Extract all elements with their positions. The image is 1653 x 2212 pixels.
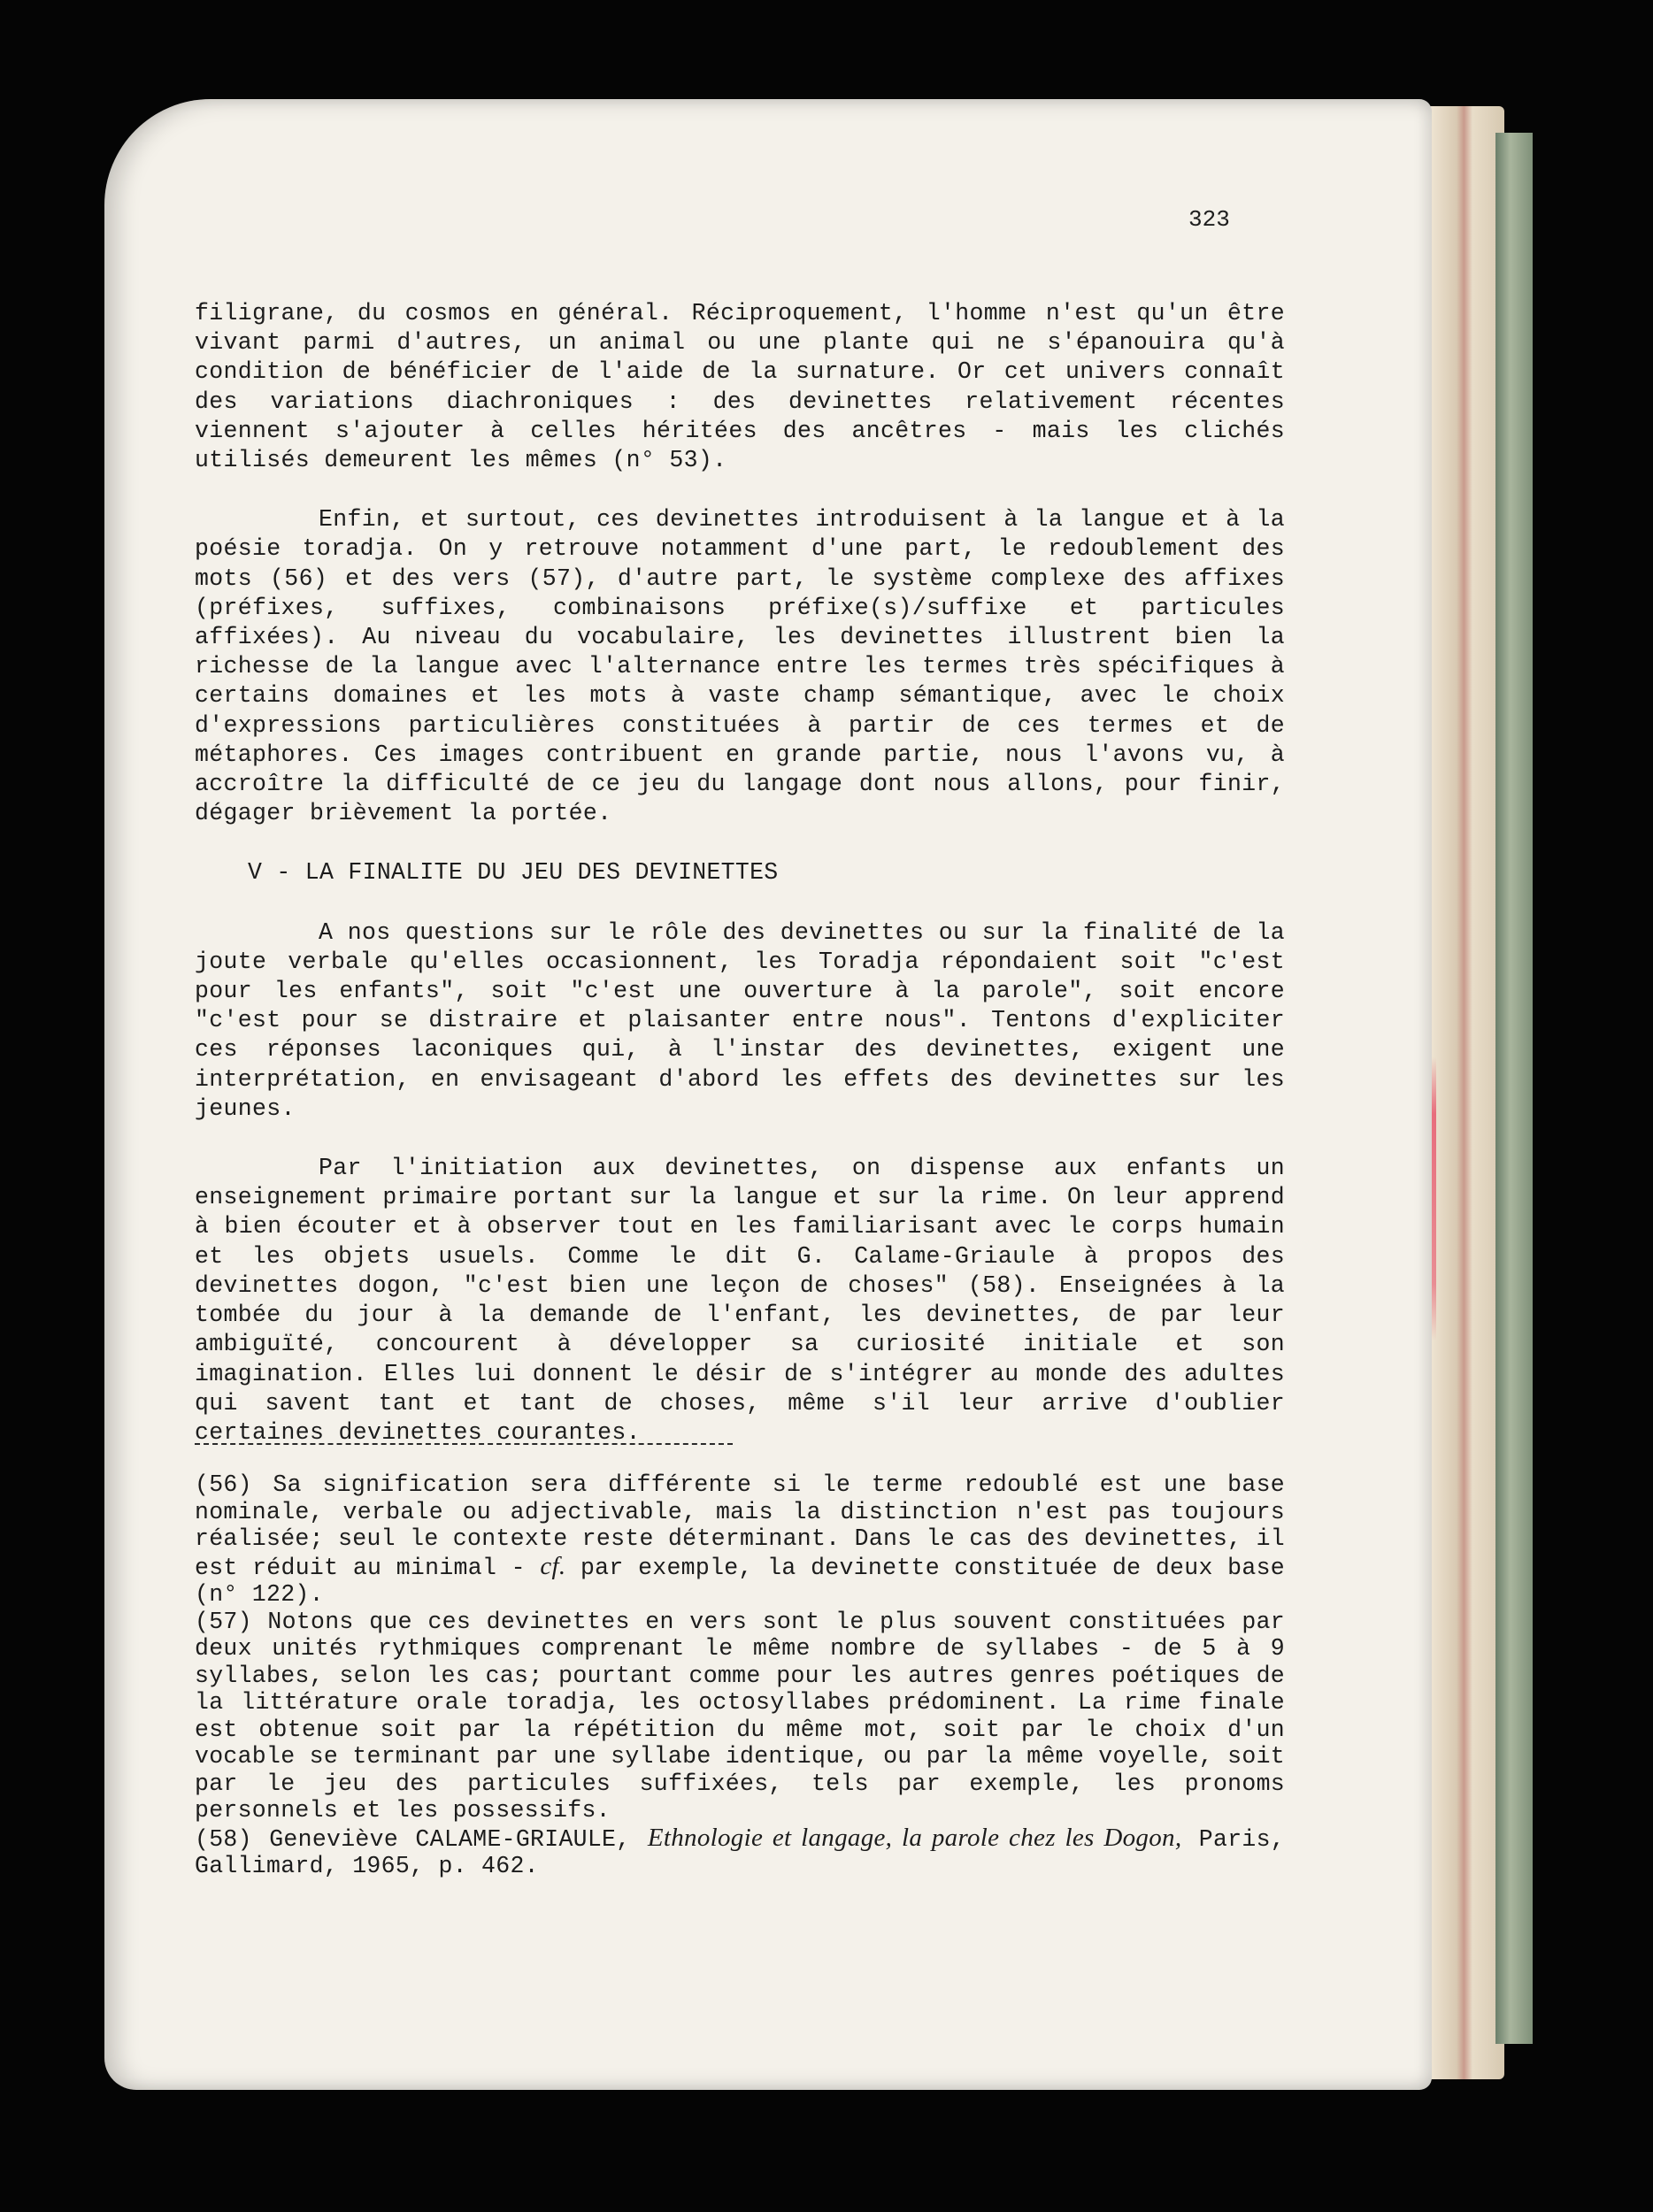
paragraph-continuation: filigrane, du cosmos en général. Réciproquement, l'homme n'est qu'un être vivant parmi d'autres, un animal ou une plante qui ne s'épanouira qu'à condition de bénéficier de l'aide de la surnature. Or cet univers connaît des variations diachroniques : des devinettes relativement récentes viennent s'ajouter à celles héritées des ancêtres - mais les clichés utilisés demeurent les mêmes (n° 53).	[195, 300, 1285, 474]
footnote-58-author: (58) Geneviève CALAME-GRIAULE,	[195, 1825, 648, 1853]
paragraph-langue-poesie: Enfin, et surtout, ces devinettes introduisent à la langue et à la poésie toradja. On y retrouve notamment d'une part, le redoublement des mots (56) et des vers (57), d'autre part, le système complexe des affixes (préfixes, suffixes, combinaisons préfixe(s)/suffixe et particules affixées). Au niveau du vocabulaire, les devinettes illustrent bien la richesse de la langue avec l'alternance entre les termes très spécifiques à certains domaines et les mots à vaste champ sémantique, avec le choix d'expressions particulières constituées à partir de ces termes et de métaphores. Ces images contribuent en grande partie, nous l'avons vu, à accroître la difficulté de ce jeu du langage dont nous allons, pour finir, dégager brièvement la portée.	[195, 506, 1285, 827]
margin-mark	[1432, 1057, 1436, 1340]
main-text	[195, 299, 1285, 1448]
footnote-58	[195, 1824, 1285, 1880]
footnotes	[195, 1471, 1285, 1880]
paragraph-questions: A nos questions sur le rôle des devinettes ou sur la finalité de la joute verbale qu'elles occasionnent, les Toradja répondaient soit "c'est pour les enfants", soit "c'est une ouverture à la parole", soit encore "c'est pour se distraire et plaisanter entre nous". Tentons d'expliciter ces réponses laconiques qui, à l'instar des devinettes, exigent une interprétation, en envisageant d'abord les effets des devinettes sur les jeunes.	[195, 918, 1285, 1122]
section-heading: V - LA FINALITE DU JEU DES DEVINETTES	[248, 859, 779, 887]
paragraph-initiation: Par l'initiation aux devinettes, on dispense aux enfants un enseignement primaire portant sur la langue et sur la rime. On leur apprend à bien écouter et à observer tout en les familiarisant avec le corps humain et les objets usuels. Comme le dit G. Calame-Griaule à propos des devinettes dogon, "c'est bien une leçon de choses" (58). Enseignées à la tombée du jour à la demande de l'enfant, les devinettes, de par leur ambiguïté, concourent à développer sa curiosité initiale et son imagination. Elles lui donnent le désir de s'intégrer au monde des adultes qui savent tant et tant de choses, même s'il leur arrive d'oublier certaines devinettes courantes.	[195, 1155, 1285, 1446]
footnote-58-publisher: Paris, Gallimard, 1965, p. 462.	[195, 1825, 1286, 1879]
footnote-56-cf: cf.	[540, 1551, 566, 1580]
footnote-56	[195, 1471, 1285, 1609]
footnote-56-text-a: (56) Sa signification sera différente si le terme redoublé est une base nominale, verbale ou adjectivable, mais la distinction n'est pas toujours réalisée; seul le contexte reste déterminant. Dans le cas des devinettes, il est réduit au minimal -	[195, 1471, 1285, 1581]
footnote-separator	[195, 1443, 733, 1445]
page-number: 323	[1188, 206, 1230, 233]
footnote-58-title: Ethnologie et langage, la parole chez les Dogon,	[647, 1823, 1182, 1852]
book-cover-edge	[1495, 133, 1533, 2044]
footnote-56-text-b: par exemple, la devinette constituée de deux base (n° 122).	[195, 1554, 1285, 1608]
footnote-57: (57) Notons que ces devinettes en vers sont le plus souvent constituées par deux unités rythmiques comprenant le même nombre de syllabes - de 5 à 9 syllabes, selon les cas; pourtant comme pour les autres genres poétiques de la littérature orale toradja, les octosyllabes prédominent. La rime finale est obtenue soit par la répétition du même mot, soit par le choix d'un vocable se terminant par une syllabe identique, ou par la même voyelle, soit par le jeu des particules suffixées, tels par exemple, les pronoms personnels et les possessifs.	[195, 1608, 1285, 1824]
